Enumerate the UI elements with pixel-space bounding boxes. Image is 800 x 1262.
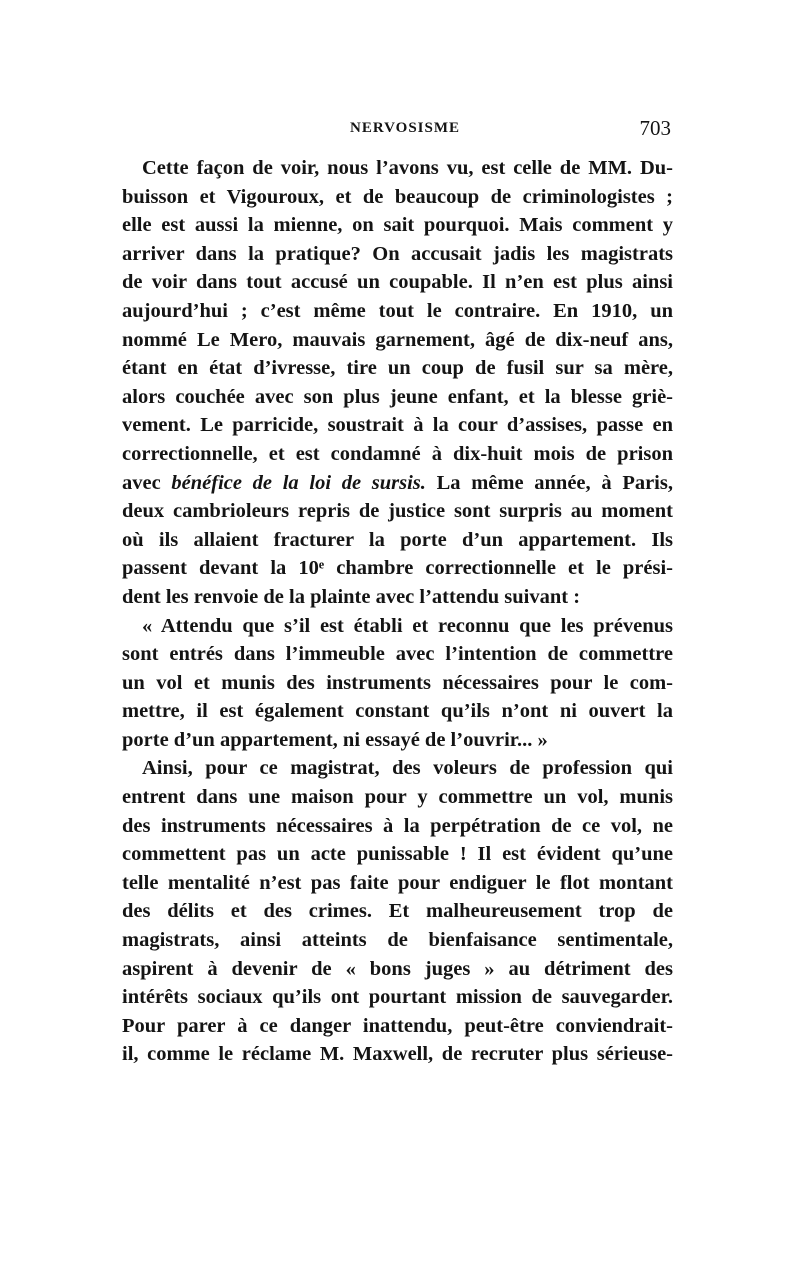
text-line: porte d’un appartement, ni essayé de l’ouvrir... » <box>122 728 548 751</box>
text-line: magistrats, ainsi atteints de bienfaisance sentimentale, <box>122 929 673 952</box>
text-line: alors couchée avec son plus jeune enfant, et la blesse griè- <box>122 385 673 408</box>
text-line: dent les renvoie de la plainte avec l’attendu suivant : <box>122 585 581 608</box>
text-line: intérêts sociaux qu’ils ont pourtant mission de sauvegarder. <box>122 986 673 1009</box>
text-line: un vol et munis des instruments nécessaires pour le com- <box>122 671 673 694</box>
text-line: correctionnelle, et est condamné à dix-huit mois de prison <box>122 442 673 465</box>
text-line: deux cambrioleurs repris de justice sont surpris au moment <box>122 500 673 523</box>
text-line: des délits et des crimes. Et malheureusement trop de <box>122 900 673 923</box>
text-line: sont entrés dans l’immeuble avec l’intention de commettre <box>122 643 673 666</box>
text-line: arriver dans la pratique? On accusait jadis les magistrats <box>122 242 673 265</box>
text-line: passent devant la 10ᵉ chambre correctionnelle et le prési- <box>122 557 673 580</box>
text-line: étant en état d’ivresse, tire un coup de fusil sur sa mère, <box>122 357 673 380</box>
page-number: 703 <box>639 116 671 140</box>
text-line: entrent dans une maison pour y commettre un vol, munis <box>122 786 673 809</box>
text-line: Pour parer à ce danger inattendu, peut-être conviendrait- <box>122 1014 673 1037</box>
text-line: elle est aussi la mienne, on sait pourquoi. Mais comment y <box>122 214 673 237</box>
text-line: il, comme le réclame M. Maxwell, de recruter plus sérieuse- <box>122 1043 673 1066</box>
text-line: Ainsi, pour ce magistrat, des voleurs de profession qui <box>142 757 673 780</box>
text-line: aujourd’hui ; c’est même tout le contraire. En 1910, un <box>122 299 673 322</box>
text-line: telle mentalité n’est pas faite pour endiguer le flot montant <box>122 871 673 894</box>
text-line: des instruments nécessaires à la perpétration de ce vol, ne <box>122 814 673 837</box>
text-line: mettre, il est également constant qu’ils n’ont ni ouvert la <box>122 700 673 723</box>
text-line: buisson et Vigouroux, et de beaucoup de criminologistes ; <box>122 185 673 208</box>
page-header <box>122 118 673 142</box>
text-line <box>122 469 673 498</box>
italic-phrase: bénéfice de la loi de sursis. <box>171 471 426 494</box>
text-line: Cette façon de voir, nous l’avons vu, est celle de MM. Du- <box>142 157 673 179</box>
text-line: où ils allaient fracturer la porte d’un appartement. Ils <box>122 528 673 551</box>
running-head: NERVOSISME <box>350 120 461 136</box>
text-line: aspirent à devenir de « bons juges » au détriment des <box>122 957 673 980</box>
text-line: commettent pas un acte punissable ! Il est évident qu’une <box>122 843 673 866</box>
body-text <box>122 154 673 1069</box>
text-line: nommé Le Mero, mauvais garnement, âgé de dix-neuf ans, <box>122 328 673 351</box>
text-line: vement. Le parricide, soustrait à la cour d’assises, passe en <box>122 414 673 437</box>
text-line: « Attendu que s’il est établi et reconnu que les prévenus <box>142 614 673 637</box>
text-line: de voir dans tout accusé un coupable. Il n’en est plus ainsi <box>122 271 673 294</box>
text-segment: La même année, à Paris, <box>425 471 673 494</box>
text-segment: avec <box>122 471 172 494</box>
